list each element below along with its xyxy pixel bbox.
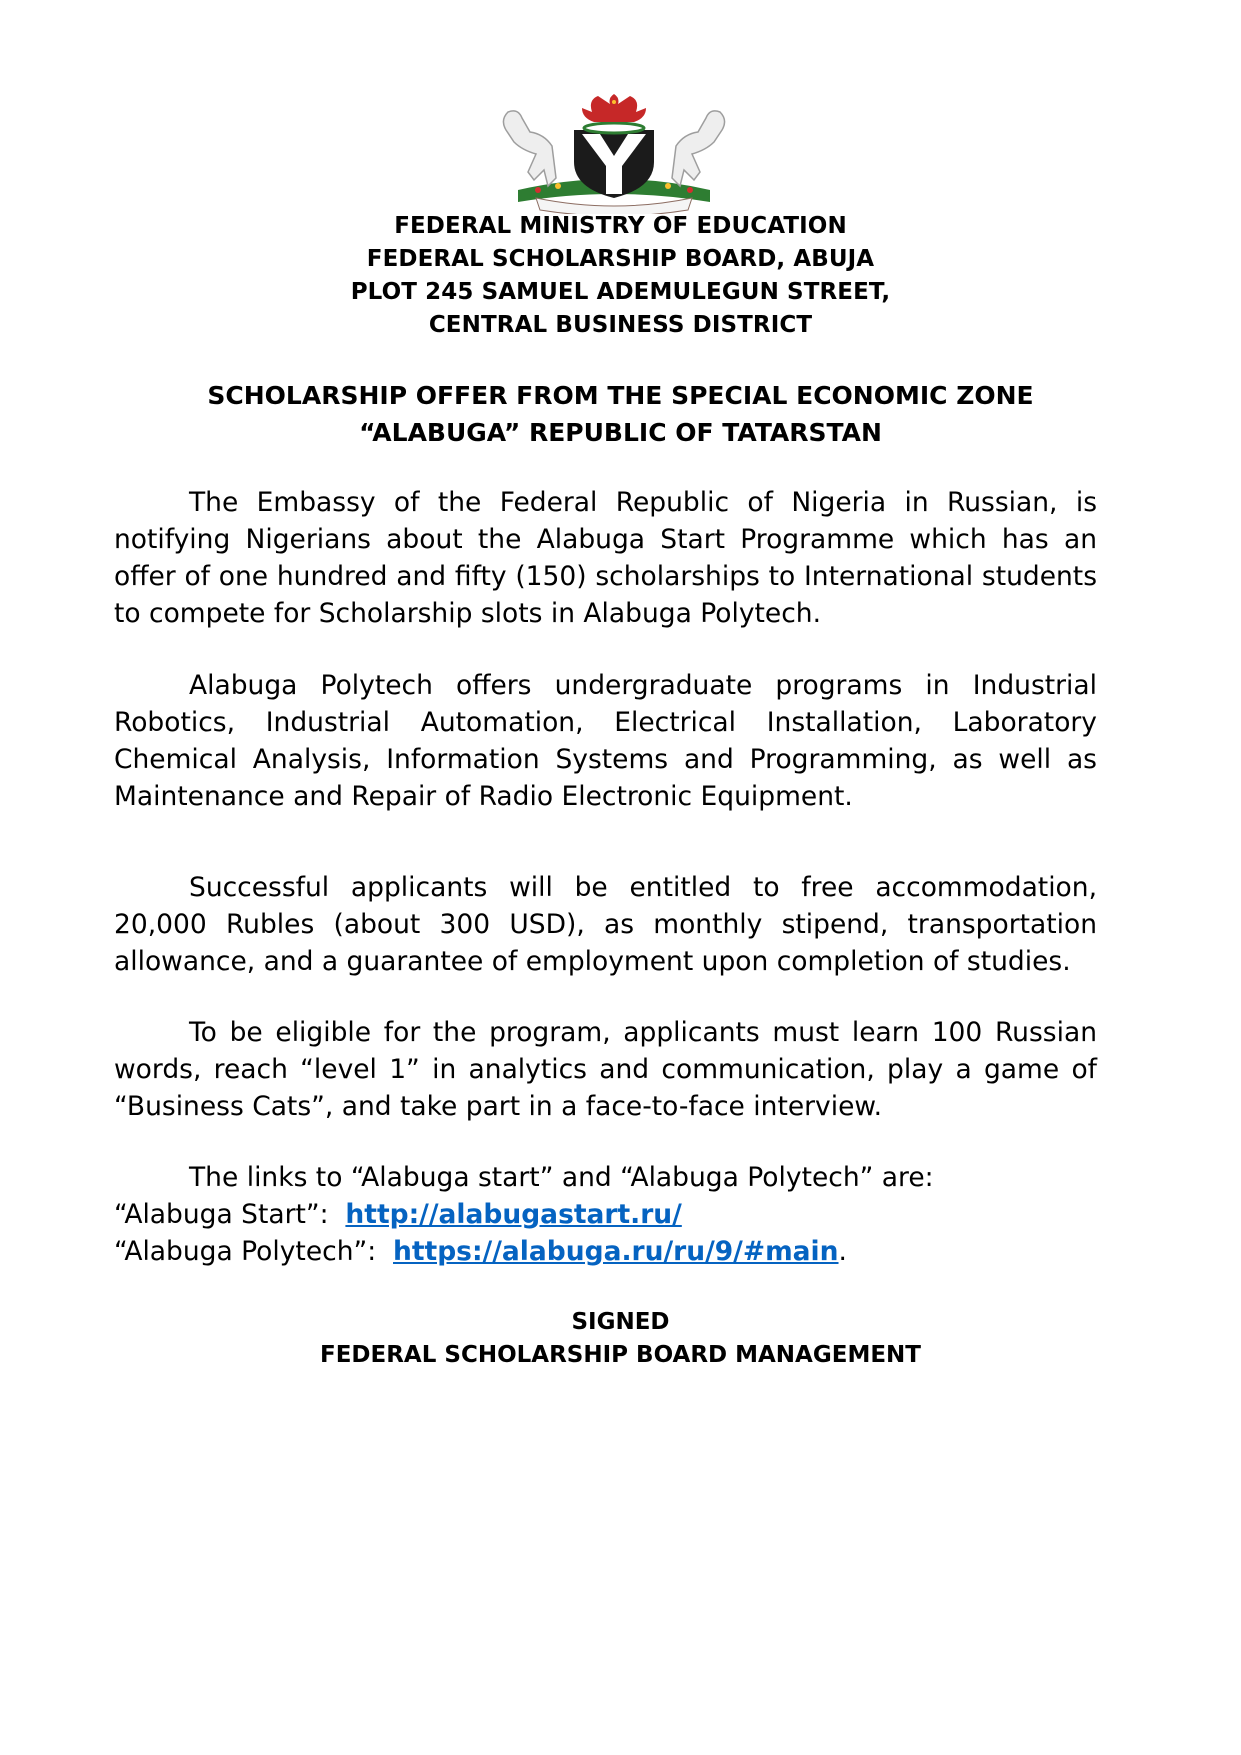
address-street: PLOT 245 SAMUEL ADEMULEGUN STREET, bbox=[350, 279, 891, 305]
title-line-2: “ALABUGA” REPUBLIC OF TATARSTAN bbox=[359, 418, 882, 447]
ministry-name: FEDERAL MINISTRY OF EDUCATION bbox=[394, 213, 847, 239]
signature-block bbox=[0, 1306, 1241, 1372]
board-name: FEDERAL SCHOLARSHIP BOARD, ABUJA bbox=[366, 246, 875, 272]
polytech-link-label: “Alabuga Polytech”: bbox=[114, 1236, 377, 1267]
alabuga-polytech-link[interactable]: https://alabuga.ru/ru/9/#main bbox=[393, 1236, 839, 1267]
alabuga-start-link[interactable]: http://alabugastart.ru/ bbox=[345, 1199, 682, 1230]
document-title bbox=[0, 377, 1241, 451]
link-row-polytech bbox=[114, 1233, 1097, 1270]
letterhead bbox=[0, 210, 1241, 342]
coat-of-arms-emblem bbox=[478, 90, 750, 214]
signatory-name: FEDERAL SCHOLARSHIP BOARD MANAGEMENT bbox=[320, 1342, 921, 1368]
paragraph-eligibility: To be eligible for the program, applicants must learn 100 Russian words, reach “level 1” in analytics and communication, play a game of “Business Cats”, and take part in a face-to-face interview. bbox=[114, 1017, 1097, 1122]
links-intro: The links to “Alabuga start” and “Alabuga Polytech” are: bbox=[189, 1162, 934, 1193]
title-line-1: SCHOLARSHIP OFFER FROM THE SPECIAL ECONOMIC ZONE bbox=[207, 381, 1034, 410]
paragraph-embassy-notice: The Embassy of the Federal Republic of Nigeria in Russian, is notifying Nigerians about the Alabuga Start Programme which has an offer of one hundred and fifty (150) scholarships to International students to compete for Scholarship slots in Alabuga Polytech. bbox=[114, 487, 1097, 629]
paragraph-programs: Alabuga Polytech offers undergraduate programs in Industrial Robotics, Industrial Automation, Electrical Installation, Laboratory Chemical Analysis, Information Systems and Programming, as well as Maintenance and Repair of Radio Electronic Equipment. bbox=[114, 670, 1097, 812]
start-link-label: “Alabuga Start”: bbox=[114, 1199, 329, 1230]
signed-label: SIGNED bbox=[571, 1309, 670, 1335]
link-row-start bbox=[114, 1196, 1097, 1233]
address-district: CENTRAL BUSINESS DISTRICT bbox=[428, 312, 813, 338]
paragraph-benefits: Successful applicants will be entitled to free accommodation, 20,000 Rubles (about 300 USD), as monthly stipend, transportation allowance, and a guarantee of employment upon completion of studies. bbox=[114, 872, 1097, 977]
trailing-period: . bbox=[838, 1236, 847, 1267]
